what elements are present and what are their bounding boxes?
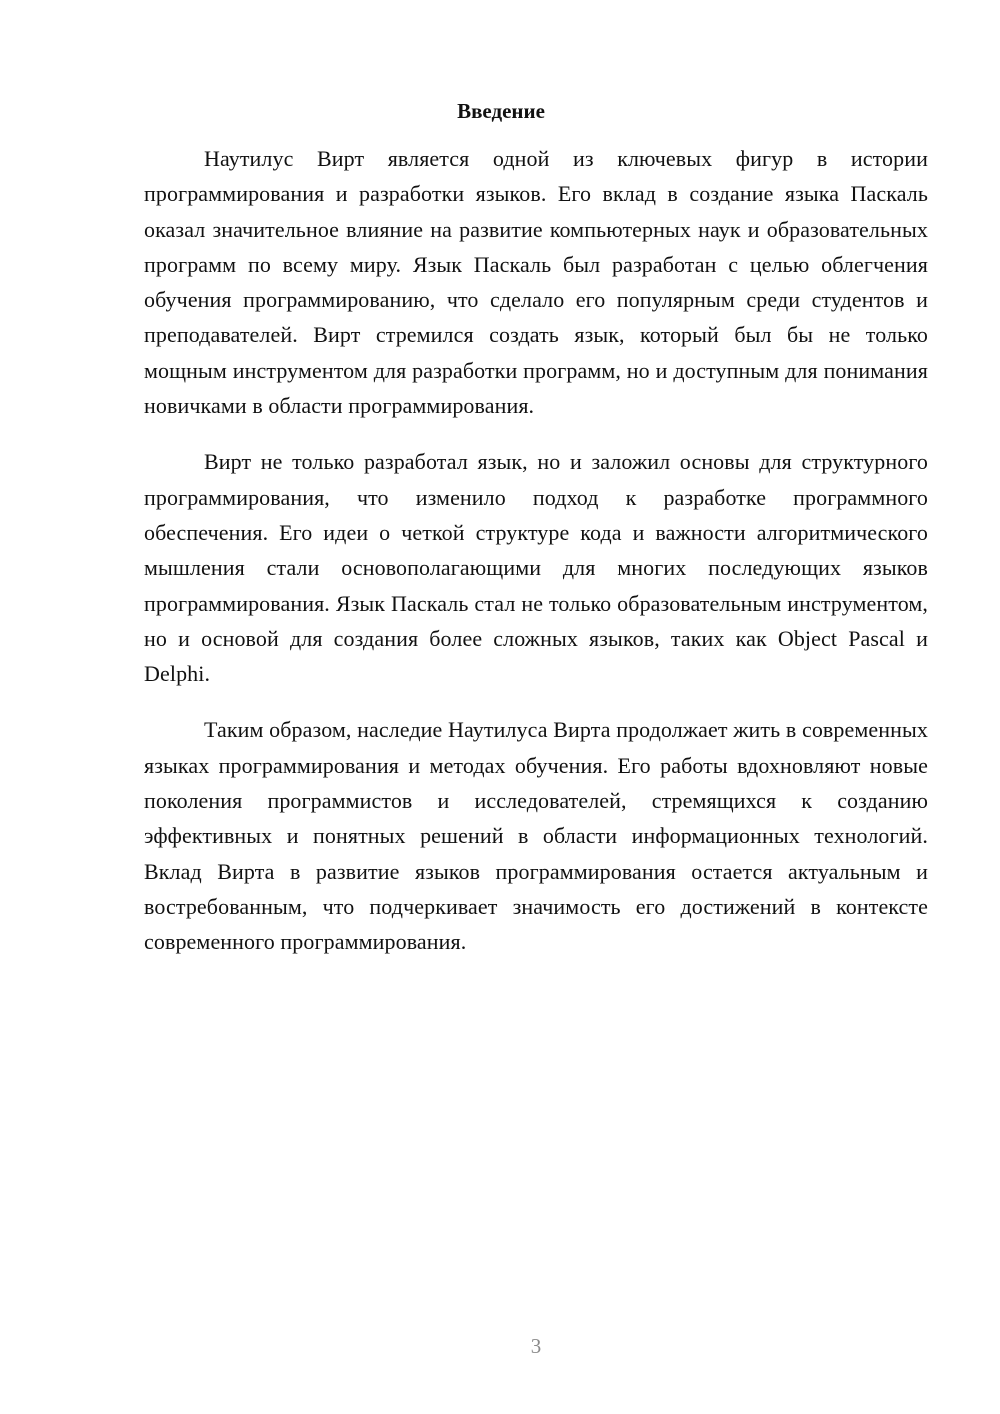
paragraph-3: Таким образом, наследие Наутилуса Вирта продолжает жить в современных языках программирования и методах обучения. Его работы вдохновляют новые поколения программистов и исследователей, стремящихся к созданию эффективных и понятных решений в области информационных технологий. Вклад Вирта в развитие языков программирования остается актуальным и востребованным, что подчеркивает значимость его достижений в контексте современного программирования. [144, 717, 928, 955]
section-heading: Введение [457, 99, 545, 123]
paragraph-1: Наутилус Вирт является одной из ключевых фигур в истории программирования и разработки языков. Его вклад в создание языка Паскаль оказал значительное влияние на развитие компьютерных наук и образовательных программ по всему миру. Язык Паскаль был разработан с целью облегчения обучения программированию, что сделало его популярным среди студентов и преподавателей. Вирт стремился создать язык, который был бы не только мощным инструментом для разработки программ, но и доступным для понимания новичками в области программирования. [144, 146, 928, 419]
page-number: 3 [530, 1334, 542, 1358]
body-text [144, 141, 928, 981]
paragraph-2: Вирт не только разработал язык, но и заложил основы для структурного программирования, что изменило подход к разработке программного обеспечения. Его идеи о четкой структуре кода и важности алгоритмического мышления стали основополагающими для многих последующих языков программирования. Язык Паскаль стал не только образовательным инструментом, но и основой для создания более сложных языков, таких как Object Pascal и Delphi. [144, 449, 928, 687]
